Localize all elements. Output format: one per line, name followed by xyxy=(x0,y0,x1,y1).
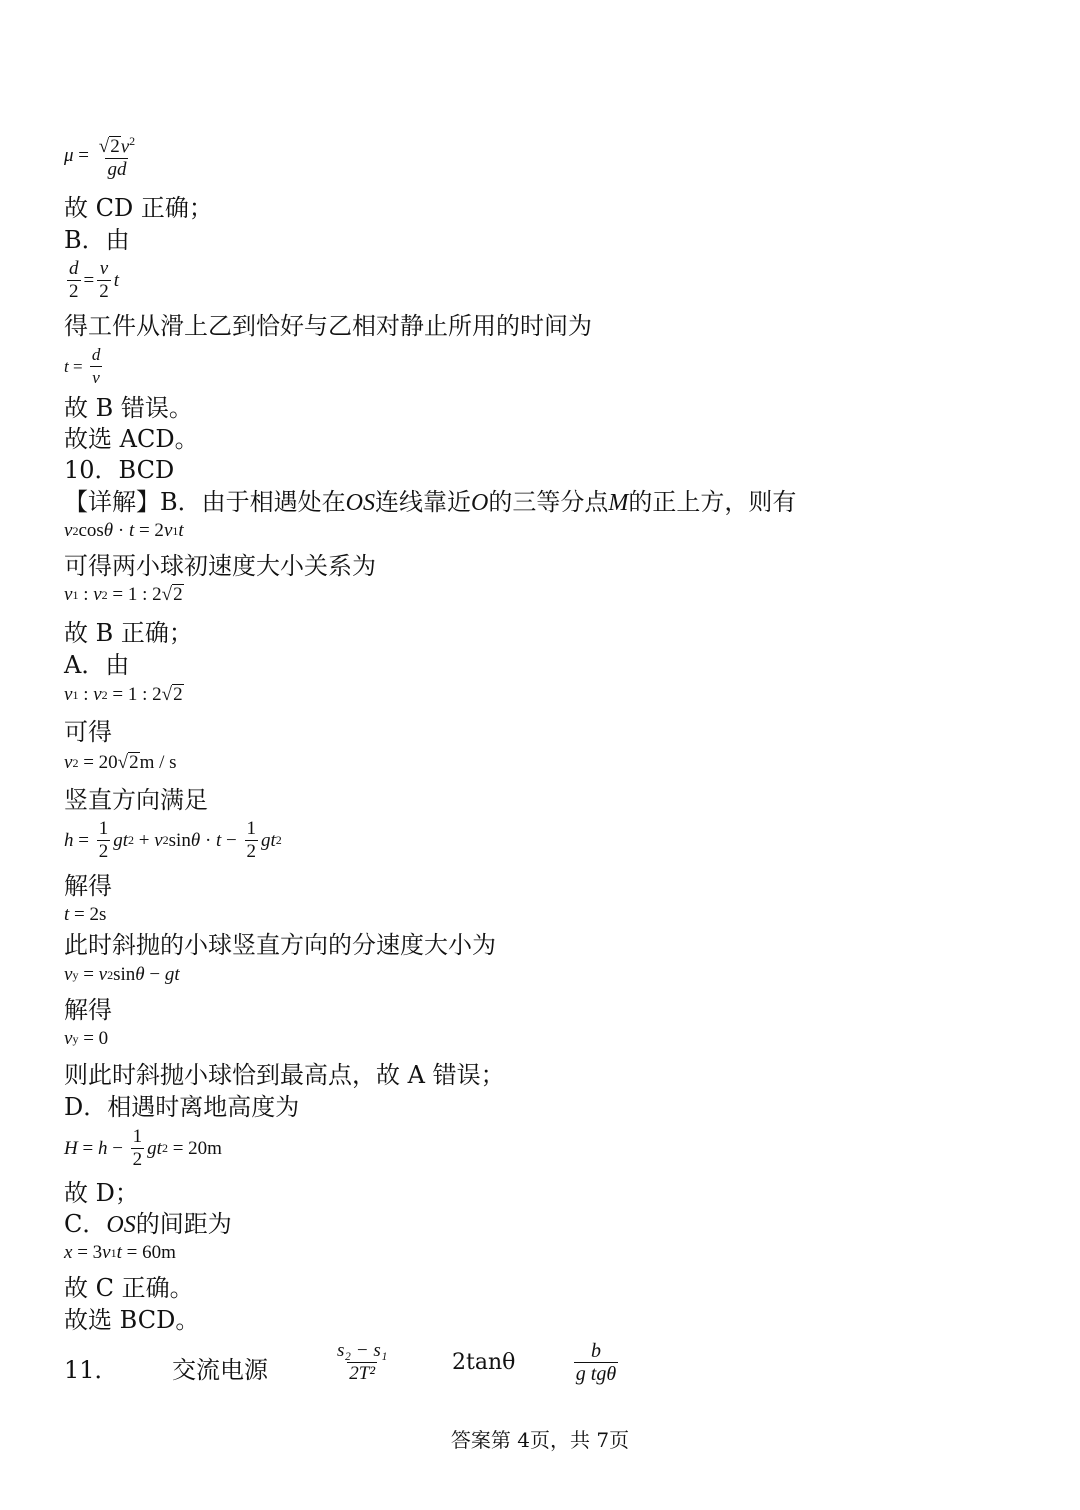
text-segment: O xyxy=(470,490,489,516)
equation-vertical: h = $\frac{1}{2}$ gt 2 + v 2 sin θ · t − $\frac{1}{2}$ gt 2 xyxy=(64,818,282,862)
equation-ratio: v 1 : v 2 = 1 : 2 √ 2 xyxy=(64,684,183,705)
text-line: A．由 xyxy=(64,651,130,679)
fraction-numerator: s₂ − s₁ xyxy=(337,1340,388,1361)
question-10-answer: 10．BCD xyxy=(64,456,175,484)
text-line: 竖直方向满足 xyxy=(64,786,208,814)
equation-horizontal: v 2 cos θ · t = 2 v 1 t xyxy=(64,520,184,541)
fraction-numerator: b xyxy=(591,1340,601,1362)
text-line: 故 B 正确； xyxy=(64,619,193,647)
text-line xyxy=(64,1208,232,1241)
text-line: 可得两小球初速度大小关系为 xyxy=(64,552,376,580)
answer-tan: 2tanθ xyxy=(452,1350,516,1375)
text-segment: 连线靠近 xyxy=(374,488,471,516)
text-line: 解得 xyxy=(64,996,112,1024)
answer-b-fraction xyxy=(571,1340,621,1385)
equation-t-value: t = 2s xyxy=(64,904,107,925)
text-segment: 的正上方，则有 xyxy=(628,488,797,516)
equation-height: H = h − $\frac{1}{2}$ gt 2 = 20m xyxy=(64,1126,222,1170)
text-segment: M xyxy=(608,490,629,516)
text-line: D．相遇时离地高度为 xyxy=(64,1093,300,1121)
answer-acceleration-fraction xyxy=(335,1340,389,1385)
text-line: 故 B 错误。 xyxy=(64,394,193,422)
text-segment: OS xyxy=(345,490,375,516)
page-footer: 答案第 4页，共 7页 xyxy=(450,1428,630,1452)
text-segment: 的间距为 xyxy=(135,1210,232,1238)
text-segment: C． xyxy=(64,1210,107,1238)
text-line: 解得 xyxy=(64,872,112,900)
fraction-denominator: g tgθ xyxy=(575,1363,617,1385)
text-line: 则此时斜抛小球恰到最高点，故 A 错误； xyxy=(64,1061,505,1089)
equation-distance: x = 3 v 1 t = 60m xyxy=(64,1242,176,1263)
text-line: 故 D； xyxy=(64,1179,139,1207)
text-line: 可得 xyxy=(64,718,112,746)
text-line: B．由 xyxy=(64,226,130,254)
text-line: 故选 ACD。 xyxy=(64,425,199,453)
text-line: 故选 BCD。 xyxy=(64,1306,200,1334)
text-line: 故 C 正确。 xyxy=(64,1274,194,1302)
text-line: 此时斜抛的小球竖直方向的分速度大小为 xyxy=(64,931,496,959)
text-segment: 的三等分点 xyxy=(488,488,609,516)
equation-mu: μ = √ 2 $v^2$ gd xyxy=(64,134,136,181)
equation-t: t = $\frac{d}{v}$ xyxy=(64,345,101,387)
equation-d-half: $\frac{d}{2}$ = $\frac{v}{2}$ t xyxy=(69,258,119,302)
text-segment: OS xyxy=(106,1212,136,1238)
text-line: 得工件从滑上乙到恰好与乙相对静止所用的时间为 xyxy=(64,312,592,340)
equation-v2: v 2 = 20 √ 2 m / s xyxy=(64,752,177,773)
text-segment: 【详解】B．由于相遇处在 xyxy=(64,488,346,516)
question-11-row xyxy=(64,1340,764,1400)
equation-ratio: v 1 : v 2 = 1 : 2 √ 2 xyxy=(64,584,183,605)
equation-vy: v y = v 2 sin θ − gt xyxy=(64,964,180,985)
text-line: 故 CD 正确； xyxy=(64,194,213,222)
equation-vy-zero: v y = 0 xyxy=(64,1028,109,1049)
fraction-denominator: 2T² xyxy=(349,1363,376,1384)
answer-ac-power: 交流电源 xyxy=(172,1356,268,1384)
question-11-number: 11． xyxy=(64,1356,119,1384)
text-line-detail xyxy=(64,486,796,519)
